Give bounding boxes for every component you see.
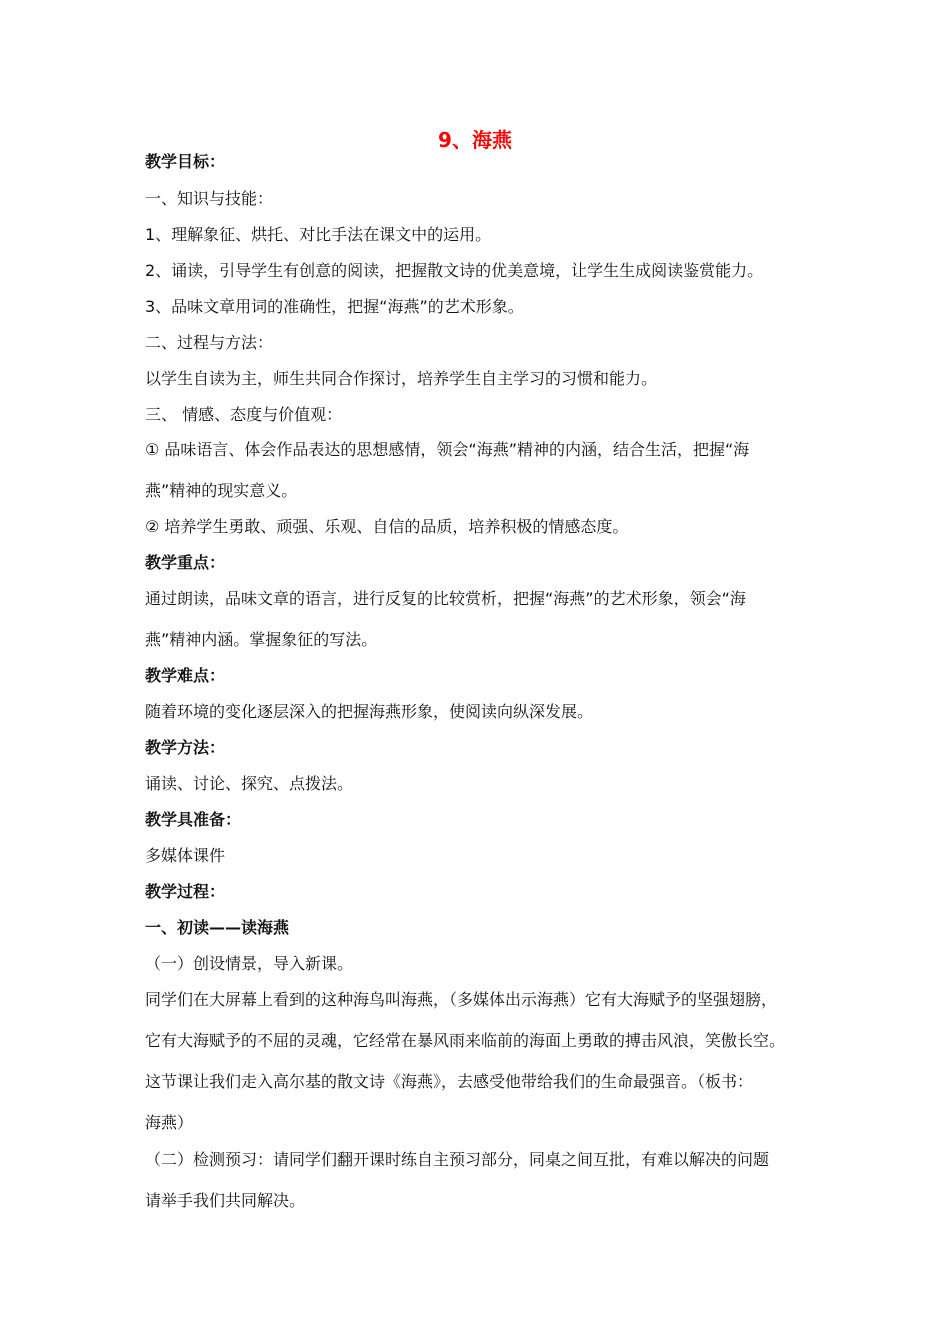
doc-line: 一、知识与技能： [145, 189, 274, 208]
doc-line: 3、品味文章用词的准确性，把握“海燕”的艺术形象。 [145, 297, 524, 316]
doc-line: 1、理解象征、烘托、对比手法在课文中的运用。 [145, 225, 492, 244]
doc-line: （一）创设情景，导入新课。 [145, 954, 354, 973]
doc-line: 教学目标： [145, 152, 226, 171]
doc-line: 一、初读——读海燕 [145, 918, 290, 937]
doc-line: 三、 情感、态度与价值观： [145, 405, 343, 424]
doc-line: 海燕） [145, 1113, 194, 1132]
doc-line: ① 品味语言、体会作品表达的思想感情，领会“海燕”精神的内涵，结合生活，把握“海 [145, 440, 750, 459]
doc-line: 诵读、讨论、探究、点拨法。 [145, 774, 354, 793]
doc-line: 教学重点： [145, 553, 226, 572]
doc-line: 教学过程： [145, 882, 226, 901]
doc-line: ② 培养学生勇敢、顽强、乐观、自信的品质，培养积极的情感态度。 [145, 517, 629, 536]
doc-line: 这节课让我们走入高尔基的散文诗《海燕》，去感受他带给我们的生命最强音。（板书： [145, 1072, 754, 1091]
doc-line: （二）检测预习：请同学们翻开课时练自主预习部分，同桌之间互批，有难以解决的问题 [145, 1150, 770, 1169]
doc-line: 同学们在大屏幕上看到的这种海鸟叫海燕，（多媒体出示海燕）它有大海赋予的坚强翅膀， [145, 990, 778, 1009]
document-title: 9、海燕 [438, 128, 512, 152]
doc-line: 教学具准备： [145, 810, 242, 829]
doc-line: 燕”精神内涵。掌握象征的写法。 [145, 630, 378, 649]
doc-line: 多媒体课件 [145, 846, 226, 865]
doc-line: 二、过程与方法： [145, 333, 274, 352]
doc-line: 它有大海赋予的不屈的灵魂，它经常在暴风雨来临前的海面上勇敢的搏击风浪，笑傲长空。 [145, 1031, 786, 1050]
doc-line: 教学方法： [145, 738, 226, 757]
doc-line: 通过朗读，品味文章的语言，进行反复的比较赏析，把握“海燕”的艺术形象，领会“海 [145, 589, 746, 608]
doc-line: 随着环境的变化逐层深入的把握海燕形象，使阅读向纵深发展。 [145, 702, 594, 721]
doc-line: 教学难点： [145, 666, 226, 685]
doc-line: 请举手我们共同解决。 [145, 1191, 306, 1210]
doc-line: 2、诵读，引导学生有创意的阅读，把握散文诗的优美意境，让学生生成阅读鉴赏能力。 [145, 261, 764, 280]
doc-line: 以学生自读为主，师生共同合作探讨，培养学生自主学习的习惯和能力。 [145, 369, 658, 388]
doc-line: 燕”精神的现实意义。 [145, 481, 298, 500]
